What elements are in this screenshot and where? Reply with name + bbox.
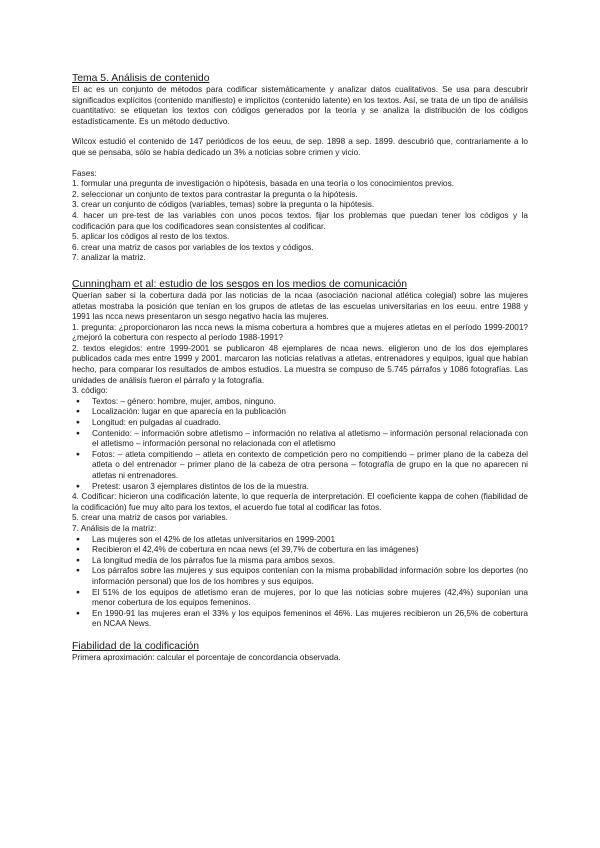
list-item: ● Las mujeres son el 42% de los atletas universitarios en 1999-2001: [72, 535, 528, 546]
list-item: ● Pretest: usaron 3 ejemplares distintos de los de la muestra.: [72, 482, 528, 493]
list-item: ● Fotos: – atleta compitiendo – atleta en contexto de competición pero no compitiendo – primer plano de la cabeza del atleta o del entrenador – primer plano de la cabeza de otra persona – fotografía de grupo en la que no aparecen ni atletas ni entrenadores.: [72, 450, 528, 482]
list-item: ● Longitud: en pulgadas al cuadrado.: [72, 418, 528, 429]
list-item: ● El 51% de los equipos de atletismo eran de mujeres, por lo que las noticias sobre mujeres (42,4%) suponían una menor cobertura de los equipos femeninos.: [72, 588, 528, 609]
fase-item: 7. analizar la matriz.: [72, 253, 146, 263]
step-4: 4. Codificar: hicieron una codificación latente, lo que requería de interpretación. El coeficiente kappa de cohen (fiabilidad de la codificación) fue muy alto para los textos, el acuerdo fue total al codificar las fotos.: [72, 492, 528, 512]
fases-label: Fases:: [72, 168, 97, 178]
analisis-list: [72, 535, 528, 630]
wilcox-paragraph: Wilcox estudió el contenido de 147 periódicos de los eeuu, de sep. 1898 a sep. 1899. descubrió que, contrariamente a lo que se pensaba, sólo se había dedicado un 3% a noticias sobre crimen y vicio.: [72, 137, 528, 157]
list-item: ● Recibieron el 42,4% de cobertura en ncaa news (el 39,7% de cobertura en las imágenes): [72, 545, 528, 556]
fase-item: 6. crear una matriz de casos por variables de los textos y códigos.: [72, 242, 314, 252]
cunningham-intro: Querían saber si la cobertura dada por las noticias de la ncaa (asociación nacional atlética colegial) sobre las mujeres atletas mostraba la posición que tenían en los grupos de atletas de las escuelas universitarias en los eeuu. entre 1988 y 1991 las ncca news presentaron un sesgo negativo hacia las mujeres.: [72, 290, 528, 322]
list-item: ● Contenido: – información sobre atletismo – información no relativa al atletismo – información personal relacionada con el atletismo – información personal no relacionada con el atletismo: [72, 429, 528, 450]
list-item: ● Textos: – género: hombre, mujer, ambos, ninguno.: [72, 397, 528, 408]
list-item: ● Los párrafos sobre las mujeres y sus equipos contenían con la misma probabilidad información sobre los deportes (no información personal) que los de los hombres y sus equipos.: [72, 566, 528, 587]
tema5-intro: El ac es un conjunto de métodos para codificar sistemáticamente y analizar datos cualitativos. Se usa para descubrir significados explícitos (contenido manifiesto) e implícitos (contenido latente) en los textos. Así, se trata de un tipo de análisis cuantitativo: se etiquetan los textos con códigos generados por la teoría y se analiza la distribución de los códigos estadísticamente. Es un método deductivo.: [72, 85, 528, 126]
step-1: 1. pregunta: ¿proporcionaron las ncca news la misma cobertura a hombres que a mujeres atletas en el período 1999-2001? ¿mejoró la cobertura con respecto al período 1988-1991?: [72, 322, 528, 343]
fase-item: 2. seleccionar un conjunto de textos para contrastar la pregunta o la hipótesis.: [72, 189, 358, 199]
step-3: 3. código:: [72, 386, 108, 396]
list-item: ● La longitud media de los párrafos fue la misma para ambos sexos.: [72, 556, 528, 567]
step-7: 7. Análisis de la matriz:: [72, 523, 157, 533]
fase-item: 3. crear un conjunto de códigos (variables, temas) sobre la pregunta o la hipótesis.: [72, 200, 375, 210]
section-title-cunningham: Cunningham et al: estudio de los sesgos en los medios de comunicación: [72, 278, 408, 290]
section-title-tema5: Tema 5. Análisis de contenido: [72, 73, 210, 84]
fase-item: 1. formular una pregunta de investigación o hipótesis, basada en una teoría o los conocimientos previos.: [72, 179, 455, 189]
fase-item: 4. hacer un pre-test de las variables con unos pocos textos. fijar los problemas que puedan tener los códigos y la codificación para que los codificadores sean consistentes al codificar.: [72, 210, 528, 231]
step-5: 5. crear una matriz de casos por variables.: [72, 513, 228, 523]
list-item: ● Localización: lugar en que aparecía en la publicación: [72, 407, 528, 418]
fase-item: 5. aplicar los códigos al resto de los textos.: [72, 232, 230, 242]
list-item: ● En 1990-91 las mujeres eran el 33% y los equipos femeninos el 46%. Las mujeres recibieron un 26,5% de cobertura en NCAA News.: [72, 609, 528, 630]
fiabilidad-text: Primera aproximación: calcular el porcentaje de concordancia observada.: [72, 652, 341, 662]
step-2: 2. textos elegidos: entre 1999-2001 se publicaron 48 ejemplares de ncaa news. eligieron uno de los dos ejemplares publicados cada mes entre 1999 y 2001. marcaron las noticias relativas a atletas, entrenadores y equipos, igual que habían hecho, para comparar los resultados de ambos estudios. La muestra se compuso de 5.745 párrafos y 1086 fotografías. Las unidades de análisis fueron el párrafo y la fotografía.: [72, 343, 528, 385]
section-title-fiabilidad: Fiabilidad de la codificación: [72, 640, 200, 652]
codigo-list: [72, 397, 528, 492]
document-page: [72, 72, 528, 664]
